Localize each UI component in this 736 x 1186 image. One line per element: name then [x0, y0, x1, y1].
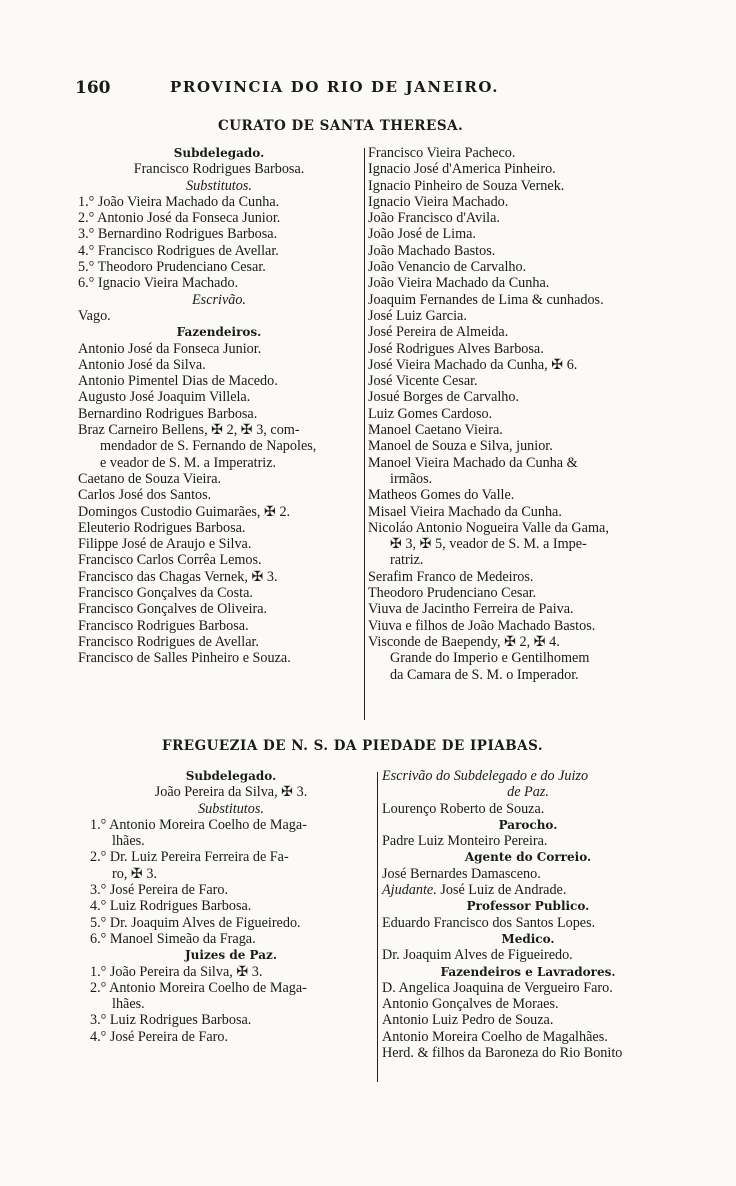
- entry: Braz Carneiro Bellens, ✠ 2, ✠ 3, com-: [78, 422, 300, 439]
- entry: Ignacio José d'America Pinheiro.: [368, 161, 556, 178]
- entry: Herd. & filhos da Baroneza do Rio Bonito: [382, 1045, 623, 1062]
- entry: Antonio José da Silva.: [78, 356, 206, 373]
- entry: 1.° João Pereira da Silva, ✠ 3.: [90, 963, 263, 980]
- entry: 5.° Theodoro Prudenciano Cesar.: [78, 259, 266, 276]
- s2-right-column: [382, 768, 674, 1061]
- entry: Bernardino Rodrigues Barbosa.: [78, 405, 258, 422]
- entry: Francisco Rodrigues de Avellar.: [78, 633, 259, 650]
- entry: 3.° José Pereira de Faro.: [90, 882, 229, 899]
- heading-escrivao: Escrivão do Subdelegado e do Juizo: [382, 768, 589, 784]
- heading-escrivao: Escrivão.: [192, 291, 246, 308]
- section-title-freguezia: FREGUEZIA DE N. S. DA PIEDADE DE IPIABAS.: [162, 738, 544, 754]
- heading-subdelegado: Subdelegado.: [185, 769, 277, 783]
- entry: Augusto José Joaquim Villela.: [78, 389, 251, 406]
- entry: Manoel Vieira Machado da Cunha &: [368, 454, 578, 471]
- heading-medico: Medico.: [501, 931, 555, 946]
- entry: João Venancio de Carvalho.: [368, 259, 527, 276]
- entry: Antonio Luiz Pedro de Souza.: [382, 1012, 554, 1029]
- entry: 3.° Bernardino Rodrigues Barbosa.: [78, 226, 278, 243]
- entry: Filippe José de Araujo e Silva.: [78, 536, 252, 553]
- column-divider: [377, 772, 378, 1082]
- entry: Francisco Gonçalves da Costa.: [78, 585, 253, 602]
- entry: Francisco Carlos Corrêa Lemos.: [78, 552, 262, 569]
- heading-juizes-de-paz: Juizes de Paz.: [184, 948, 277, 963]
- entry: José Pereira de Almeida.: [368, 324, 509, 341]
- heading-fazendeiros: Fazendeiros.: [176, 325, 262, 340]
- entry-continuation: lhães.: [112, 996, 145, 1013]
- entry-continuation: ratriz.: [390, 552, 424, 569]
- entry: 2.° Antonio Moreira Coelho de Maga-: [90, 979, 307, 996]
- entry: Francisco Vieira Pacheco.: [368, 145, 516, 161]
- entry: Francisco Rodrigues Barbosa.: [133, 161, 305, 178]
- entry: Viuva de Jacintho Ferreira de Paiva.: [368, 601, 574, 618]
- entry-continuation: mendador de S. Fernando de Napoles,: [100, 438, 317, 455]
- entry: José Luiz Garcia.: [368, 307, 467, 324]
- entry: 1.° João Vieira Machado da Cunha.: [78, 193, 280, 210]
- entry: Misael Vieira Machado da Cunha.: [368, 503, 562, 520]
- entry: Antonio Pimentel Dias de Macedo.: [78, 373, 278, 390]
- entry: João José de Lima.: [368, 226, 476, 243]
- entry: 4.° Luiz Rodrigues Barbosa.: [90, 898, 252, 915]
- entry-continuation: Grande do Imperio e Gentilhomem: [390, 650, 590, 667]
- entry: Francisco Rodrigues Barbosa.: [78, 617, 249, 634]
- entry: 4.° José Pereira de Faro.: [90, 1028, 229, 1045]
- entry: Francisco das Chagas Vernek, ✠ 3.: [78, 568, 278, 585]
- s1-left-column: [78, 145, 360, 667]
- entry: José Vieira Machado da Cunha, ✠ 6.: [368, 356, 578, 373]
- entry: 1.° Antonio Moreira Coelho de Maga-: [90, 816, 307, 833]
- heading-professor: Professor Publico.: [466, 899, 590, 914]
- entry: 2.° Dr. Luiz Pereira Ferreira de Fa-: [90, 849, 289, 866]
- entry: 5.° Dr. Joaquim Alves de Figueiredo.: [90, 914, 301, 931]
- label-ajudante: Ajudante.: [382, 882, 437, 899]
- entry: Viuva e filhos de João Machado Bastos.: [368, 617, 596, 634]
- entry: João Vieira Machado da Cunha.: [368, 275, 550, 292]
- entry: Caetano de Souza Vieira.: [78, 470, 222, 487]
- entry-continuation: da Camara de S. M. o Imperador.: [390, 666, 579, 683]
- entry-continuation: ✠ 3, ✠ 5, veador de S. M. a Impe-: [390, 536, 587, 553]
- entry: Padre Luiz Monteiro Pereira.: [382, 833, 548, 850]
- running-header: [75, 78, 675, 100]
- entry: 3.° Luiz Rodrigues Barbosa.: [90, 1012, 252, 1029]
- column-divider: [364, 148, 365, 720]
- entry: Nicoláo Antonio Nogueira Valle da Gama,: [368, 519, 609, 536]
- entry: Manoel de Souza e Silva, junior.: [368, 438, 553, 455]
- entry-continuation: lhães.: [112, 833, 145, 850]
- entry: José Rodrigues Alves Barbosa.: [368, 340, 544, 357]
- heading-substitutos: Substitutos.: [186, 177, 252, 194]
- entry: Manoel Caetano Vieira.: [368, 422, 503, 439]
- s1-right-column: [368, 145, 660, 683]
- entry: Joaquim Fernandes de Lima & cunhados.: [368, 291, 604, 308]
- entry: Eleuterio Rodrigues Barbosa.: [78, 519, 246, 536]
- heading-escrivao-cont: de Paz.: [507, 784, 549, 801]
- entry: Eduardo Francisco dos Santos Lopes.: [382, 914, 596, 931]
- running-title: PROVINCIA DO RIO DE JANEIRO.: [170, 78, 500, 96]
- entry: Carlos José dos Santos.: [78, 487, 212, 504]
- entry: Antonio Moreira Coelho de Magalhães.: [382, 1028, 608, 1045]
- entry: Matheos Gomes do Valle.: [368, 487, 515, 504]
- section-title-curato: CURATO DE SANTA THERESA.: [218, 118, 464, 134]
- entry: Antonio Gonçalves de Moraes.: [382, 996, 559, 1013]
- entry: Ignacio Pinheiro de Souza Vernek.: [368, 177, 565, 194]
- entry-continuation: ro, ✠ 3.: [112, 865, 157, 882]
- entry: José Bernardes Damasceno.: [382, 865, 541, 882]
- entry: Lourenço Roberto de Souza.: [382, 800, 545, 817]
- s2-left-column: [90, 768, 372, 1045]
- heading-parocho: Parocho.: [498, 817, 558, 832]
- entry: João Pereira da Silva, ✠ 3.: [154, 784, 308, 801]
- entry: D. Angelica Joaquina de Vergueiro Faro.: [382, 979, 613, 996]
- entry: Francisco de Salles Pinheiro e Souza.: [78, 650, 291, 667]
- entry: 2.° Antonio José da Fonseca Junior.: [78, 210, 281, 227]
- entry-continuation: e veador de S. M. a Imperatriz.: [100, 454, 277, 471]
- entry: Antonio José da Fonseca Junior.: [78, 340, 262, 357]
- entry: 6.° Manoel Simeão da Fraga.: [90, 930, 256, 947]
- entry: Visconde de Baependy, ✠ 2, ✠ 4.: [368, 633, 560, 650]
- entry-continuation: irmãos.: [390, 470, 433, 487]
- entry: 4.° Francisco Rodrigues de Avellar.: [78, 242, 279, 259]
- heading-subdelegado: Subdelegado.: [173, 146, 265, 160]
- entry: Josué Borges de Carvalho.: [368, 389, 520, 406]
- heading-fazendeiros-lavradores: Fazendeiros e Lavradores.: [440, 964, 616, 979]
- ajudante-line: [382, 882, 674, 898]
- entry: Domingos Custodio Guimarães, ✠ 2.: [78, 503, 291, 520]
- entry: Dr. Joaquim Alves de Figueiredo.: [382, 947, 573, 964]
- entry: Ignacio Vieira Machado.: [368, 193, 509, 210]
- entry: João Machado Bastos.: [368, 242, 496, 259]
- heading-agente-correio: Agente do Correio.: [464, 850, 592, 865]
- page-number: 160: [75, 78, 111, 98]
- entry: João Francisco d'Avila.: [368, 210, 500, 227]
- entry: Vago.: [78, 307, 111, 324]
- entry: José Vicente Cesar.: [368, 373, 478, 390]
- entry: 6.° Ignacio Vieira Machado.: [78, 275, 239, 292]
- entry: Francisco Gonçalves de Oliveira.: [78, 601, 268, 618]
- entry: Serafim Franco de Medeiros.: [368, 568, 534, 585]
- entry: José Luiz de Andrade.: [440, 882, 567, 899]
- heading-substitutos: Substitutos.: [198, 800, 264, 817]
- entry: Luiz Gomes Cardoso.: [368, 405, 493, 422]
- entry: Theodoro Prudenciano Cesar.: [368, 585, 537, 602]
